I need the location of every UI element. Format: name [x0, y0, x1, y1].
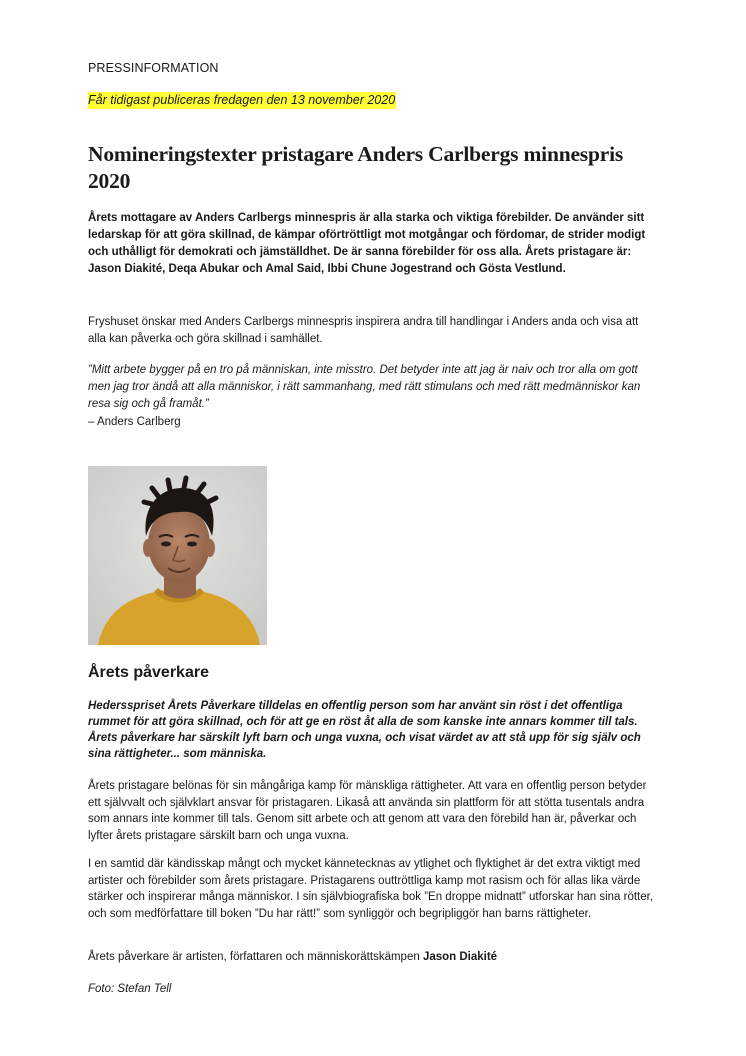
carlberg-quote: ”Mitt arbete bygger på en tro på människan, inte misstro. Det betyder inte att jag är naiv och tror alla om gott men jag tror ändå att alla människor, i rätt sammanhang, med rätt stimulans och med rätt medmänniskor kan resa sig och gå framåt.” — [88, 364, 641, 410]
section-heading: Årets påverkare — [88, 664, 209, 681]
photo-credit: Foto: Stefan Tell — [88, 983, 172, 995]
page-title: Nomineringstexter pristagare Anders Carlbergs minnespris 2020 — [88, 142, 624, 193]
lead-paragraph: Årets mottagare av Anders Carlbergs minnespris är alla starka och viktiga förebilder. De använder sitt ledarskap för att göra skillnad, de kämpar oförtröttligt mot motgångar och fördomar, de strider modigt och uthålligt för demokrati och jämställdhet. De är sanna förebilder för oss alla. Årets pristagare är: Jason Diakité, Deqa Abukar och Amal Said, Ibbi Chune Jogestrand och Gösta Vestlund. — [88, 212, 646, 275]
award-citation: Hedersspriset Årets Påverkare tilldelas en offentlig person som har använt sin röst i det offentliga rummet för att göra skillnad, och för att ge en röst åt alla de som kanske inte annars kommer till tals. Årets påverkare har särskilt lyft barn och unga vuxna, och visat värdet av att stå upp för sig själv och sina rättigheter... som människa. — [88, 700, 641, 760]
winner-line — [88, 949, 497, 966]
intro-paragraph: Fryshuset önskar med Anders Carlbergs minnespris inspirera andra till handlingar i Anders anda och visa att alla kan påverka och göra skillnad i samhället. — [88, 316, 639, 345]
winner-name: Jason Diakité — [422, 951, 498, 963]
body-paragraph-2: I en samtid där kändisskap mångt och mycket kännetecknas av ytlighet och flyktighet är det extra viktigt med artister och förebilder som årets pristagare. Pristagarens outtröttliga kamp mot rasism och för allas lika värde stärker och inspirerar många människor. I sin självbiografiska bok ”En droppe midnatt” utforskar han sina rötter, och som medförfattare till boken ”Du har rätt!” som synliggör och begripliggör han barns rättigheter. — [88, 858, 654, 920]
body-paragraph-1: Årets pristagare belönas för sin mångåriga kamp för mänskliga rättigheter. Att vara en offentlig person betyder ett självvalt och självklart ansvar för pristagaren. Likaså att använda sin plattform för att stötta tusentals andra som annars inte kommer till tals. Genom sitt arbete och att genom att vara den förebild han är, påverkar och lyfter årets pristagare särskilt barn och unga vuxna. — [88, 780, 647, 842]
press-label: PRESSINFORMATION — [88, 61, 219, 75]
embargo-notice: Får tidigast publiceras fredagen den 13 november 2020 — [88, 93, 396, 107]
portrait-photo — [88, 466, 267, 645]
winner-prefix: Årets påverkare är artisten, författaren och människorättskämpen — [88, 951, 423, 963]
quote-attribution: – Anders Carlberg — [88, 416, 181, 428]
